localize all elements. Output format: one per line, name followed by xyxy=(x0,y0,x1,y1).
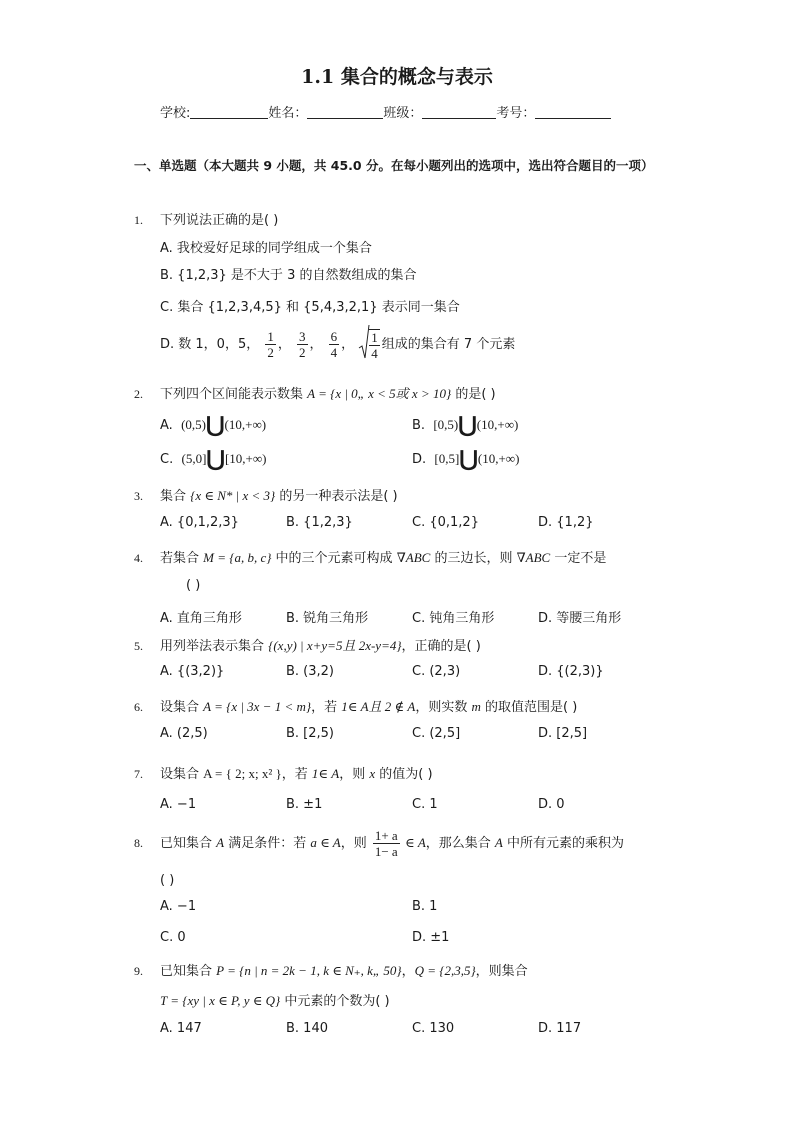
class-label: 班级： xyxy=(383,106,423,121)
q8-option-a: A. −1 xyxy=(160,899,197,914)
fraction: $\frac{3}{2}$ xyxy=(299,329,306,360)
student-info-line xyxy=(160,102,611,121)
name-blank xyxy=(307,105,383,119)
fraction: $\frac{1+ a}{1- a}$ xyxy=(374,828,398,859)
section-heading: 一、单选题（本大题共 9 小题，共 45.0 分。在每小题列出的选项中，选出符合题目的一项） xyxy=(134,158,654,173)
question-6: 6. 设集合 A = {x | 3x − 1 < m}，若 1∈ A且 2 ∉ A，则实数 m 的取值范围是( ) xyxy=(134,699,578,715)
q2-option-d: D. [0,5]⋃(10,+∞) xyxy=(412,447,520,472)
q5-option-c: C. (2,3) xyxy=(412,664,461,679)
q5-option-d: D. {(2,3)} xyxy=(538,664,604,679)
q4-option-a: A. 直角三角形 xyxy=(160,611,242,626)
q6-option-b: B. [2,5) xyxy=(286,726,335,741)
q6-option-a: A. (2,5) xyxy=(160,726,208,741)
q3-option-c: C. {0,1,2} xyxy=(412,515,479,530)
question-1: 1. 下列说法正确的是( ) xyxy=(134,213,279,228)
name-label: 姓名： xyxy=(268,106,308,121)
question-4: 4. 若集合 M = {a, b, c} 中的三个元素可构成 ∇ABC 的三边长，则 ∇ABC 一定不是 xyxy=(134,550,607,566)
q3-option-a: A. {0,1,2,3} xyxy=(160,515,239,530)
exam-no-blank xyxy=(535,105,611,119)
q9-stem-line2: T = {xy | x ∈ P, y ∈ Q} 中元素的个数为( ) xyxy=(160,993,390,1009)
question-9: 9. 已知集合 P = {n | n = 2k − 1, k ∈ N₊, k„ 50}，Q = {2,3,5}，则集合 xyxy=(134,963,528,979)
q9-option-a: A. 147 xyxy=(160,1021,202,1036)
q4-option-d: D. 等腰三角形 xyxy=(538,611,622,626)
q9-option-c: C. 130 xyxy=(412,1021,455,1036)
q3-option-b: B. {1,2,3} xyxy=(286,515,353,530)
question-5: 5. 用列举法表示集合 {(x,y) | x+y=5且 2x-y=4}，正确的是( ) xyxy=(134,638,481,654)
q1-option-d: D. 数 1，0，5， $\frac{1}{2}$ ， $\frac{3}{2}$ ， $\frac{6}{4}$ ， $\frac{1}{4}$ 组成的集合有 7 个元素 xyxy=(160,324,515,365)
q5-option-a: A. {(3,2)} xyxy=(160,664,225,679)
q2-option-b: B. [0,5)⋃(10,+∞) xyxy=(412,413,519,438)
q7-option-d: D. 0 xyxy=(538,797,565,812)
q8-stem-line2: ( ) xyxy=(160,873,175,888)
fraction: $\frac{6}{4}$ xyxy=(330,329,338,360)
exam-no-label: 考号： xyxy=(496,106,536,121)
q3-option-d: D. {1,2} xyxy=(538,515,594,530)
q9-option-d: D. 117 xyxy=(538,1021,582,1036)
q2-option-c: C. (5,0]⋃[10,+∞) xyxy=(160,447,267,472)
q6-option-c: C. (2,5] xyxy=(412,726,461,741)
q6-option-d: D. [2,5] xyxy=(538,726,588,741)
question-7: 7. 设集合 A = { 2; x; x² }，若 1∈ A，则 x 的值为( ) xyxy=(134,766,433,782)
q1-option-a: A. 我校爱好足球的同学组成一个集合 xyxy=(160,241,372,256)
question-2: 2. 下列四个区间能表示数集 A = {x | 0„ x < 5或 x > 10} 的是( ) xyxy=(134,386,496,402)
q8-option-c: C. 0 xyxy=(160,930,186,945)
q5-option-b: B. (3,2) xyxy=(286,664,335,679)
school-label: 学校: xyxy=(160,106,191,121)
q1-option-b: B. {1,2,3} 是不大于 3 的自然数组成的集合 xyxy=(160,268,417,283)
q4-option-b: B. 锐角三角形 xyxy=(286,611,369,626)
q2-option-a: A. (0,5)⋃(10,+∞) xyxy=(160,413,267,438)
question-8: 8. 已知集合 A 满足条件：若 a ∈ A，则 $\frac{1+ a}{1- a}$ ∈ A，那么集合 A 中所有元素的乘积为 xyxy=(134,828,625,859)
q4-option-c: C. 钝角三角形 xyxy=(412,611,495,626)
q1-option-c: C. 集合 {1,2,3,4,5} 和 {5,4,3,2,1} 表示同一集合 xyxy=(160,300,460,315)
q8-option-b: B. 1 xyxy=(412,899,438,914)
question-3: 3. 集合 {x ∈ N* | x < 3} 的另一种表示法是( ) xyxy=(134,488,398,504)
fraction: $\frac{1}{2}$ xyxy=(267,329,274,360)
q9-option-b: B. 140 xyxy=(286,1021,328,1036)
school-blank xyxy=(190,105,268,119)
class-blank xyxy=(422,105,496,119)
q7-option-c: C. 1 xyxy=(412,797,438,812)
fraction: $\frac{1}{4}$ xyxy=(371,329,378,361)
q7-option-a: A. −1 xyxy=(160,797,197,812)
q8-option-d: D. ±1 xyxy=(412,930,450,945)
q7-option-b: B. ±1 xyxy=(286,797,323,812)
page-title: 1.1 集合的概念与表示 xyxy=(301,66,493,88)
q4-stem-line2: ( ) xyxy=(186,578,201,593)
